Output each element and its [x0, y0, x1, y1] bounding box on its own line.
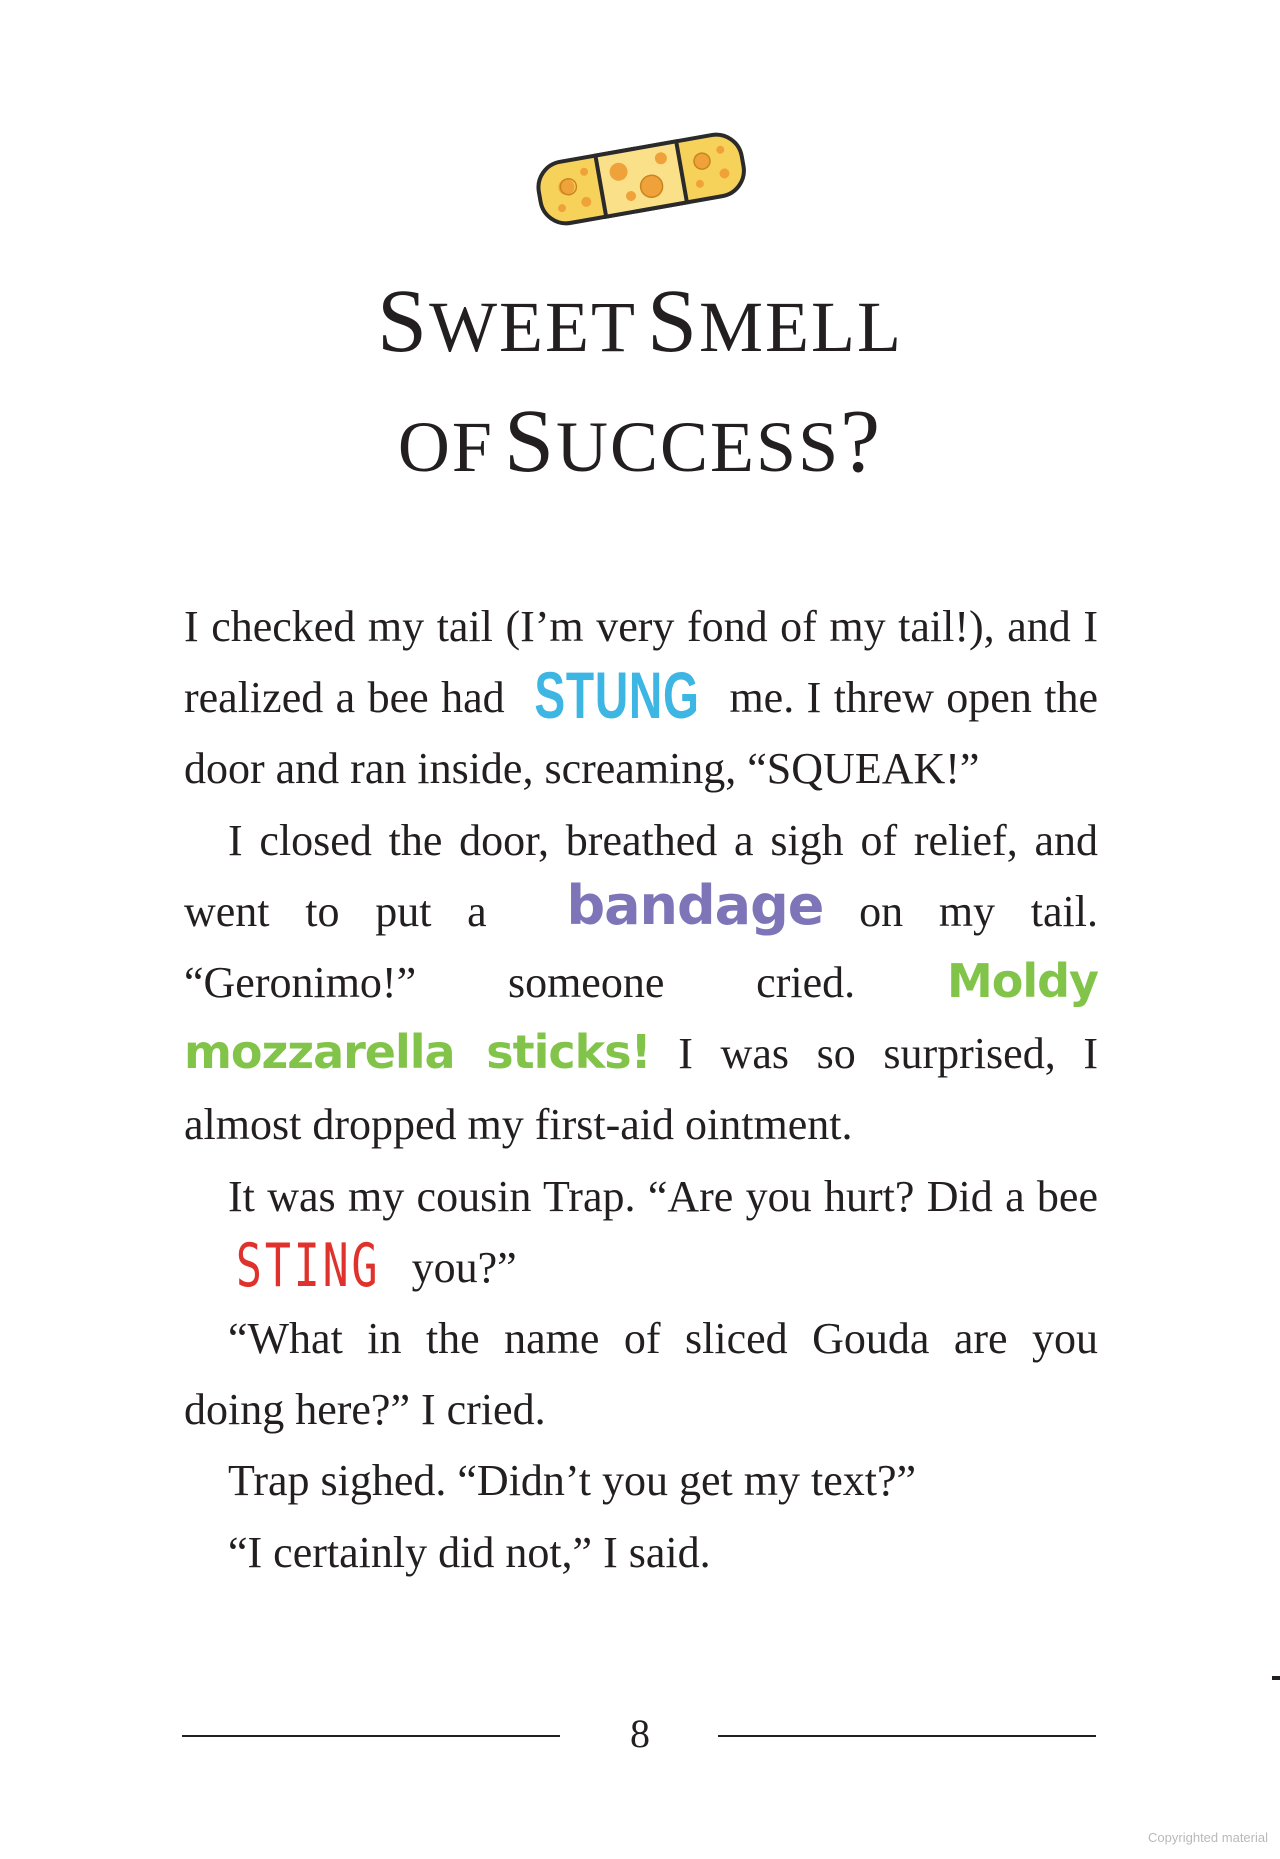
paragraph-text: It was my cousin Trap. “Are you hurt? Did a bee: [228, 1171, 1098, 1221]
paragraph-2: [184, 805, 1098, 1161]
paragraph-text: I closed the door, breathed a sigh of relief, and went to put a: [184, 815, 1098, 936]
title-word: MELL: [699, 287, 903, 367]
title-initial: S: [646, 272, 700, 371]
paragraph-text: me. I threw open the door and ran inside, screaming, “SQUEAK!”: [184, 673, 1099, 794]
paragraph-4: “What in the name of sliced Gouda are you doing here?” I cried.: [184, 1314, 1098, 1435]
copyright-notice: Copyrighted material: [1148, 1830, 1268, 1845]
bandage-effect-word: bandage: [566, 873, 824, 937]
paragraph-text: I was so surprised, I almost dropped my first-aid ointment.: [184, 1029, 1098, 1150]
paragraph-3: [184, 1161, 1098, 1303]
stung-effect-word: STUNG: [534, 658, 700, 733]
title-word: OF: [397, 407, 494, 487]
footer-rule-right: [718, 1735, 1096, 1737]
moldy-effect-phrase: Moldy mozzarella sticks!: [184, 954, 1098, 1080]
paragraph-text: you?”: [400, 1242, 517, 1292]
title-initial: S: [503, 392, 557, 491]
paragraph-text: I checked my tail (I’m very fond of my tail!), and I realized a bee had: [184, 602, 1098, 723]
title-word: UCCESS: [556, 407, 841, 487]
page-number: 8: [630, 1711, 650, 1756]
paragraph-1: [184, 591, 1098, 805]
footer-rule-left: [182, 1735, 560, 1737]
title-punctuation: ?: [840, 392, 883, 491]
cheese-bandage-icon: [528, 128, 754, 228]
title-initial: S: [377, 272, 430, 371]
paragraph-text: on my tail. “Geronimo!” someone cried.: [184, 886, 1098, 1008]
chapter-title-line-2: [0, 382, 1280, 502]
story-text: [184, 591, 1098, 1588]
chapter-title: [0, 262, 1280, 502]
sting-effect-word: STING: [235, 1230, 381, 1301]
chapter-title-line-1: [0, 262, 1280, 382]
title-word: WEET: [429, 287, 637, 367]
paragraph-6: “I certainly did not,” I said.: [228, 1527, 711, 1577]
edge-mark: [1272, 1676, 1280, 1680]
paragraph-5: Trap sighed. “Didn’t you get my text?”: [228, 1456, 917, 1506]
